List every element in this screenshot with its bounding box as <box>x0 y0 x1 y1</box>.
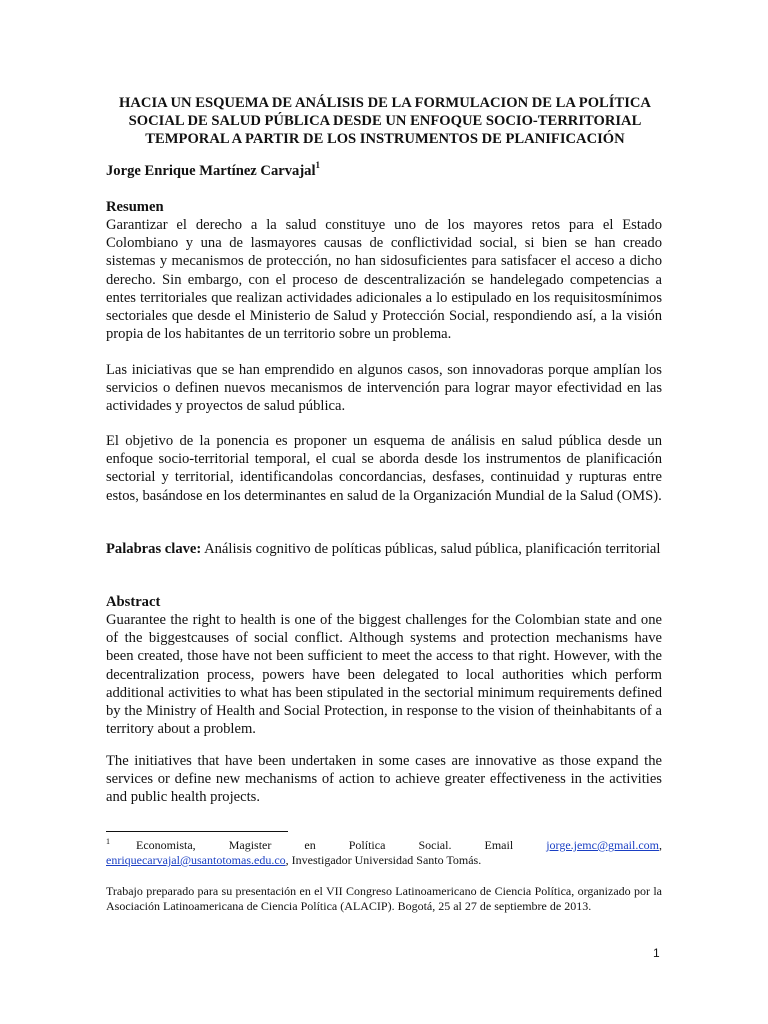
footnote-email-link-2[interactable]: enriquecarvajal@usantotomas.edu.co <box>106 853 286 867</box>
keywords-paragraph <box>106 540 662 558</box>
abstract-paragraph-1: Guarantee the right to health is one of the biggest challenges for the Colombian state and one of the biggestcauses of social conflict. Although systems and protection mechanisms have been created, those have not been sufficient to meet the access to that right. However, with the decentralization process, powers have been delegated to local authorities which perform additional activities to what has been stipulated in the sectorial minimum requirements defined by the Ministry of Health and Social Protection, in response to the vision of theinhabitants of a territory about a problem. <box>106 612 662 738</box>
footnote-mark: 1 <box>106 837 110 846</box>
keywords-text: Análisis cognitivo de políticas públicas, salud pública, planificación territorial <box>204 541 661 557</box>
paper-title: HACIA UN ESQUEMA DE ANÁLISIS DE LA FORMULACION DE LA POLÍTICA SOCIAL DE SALUD PÚBLICA DESDE UN ENFOQUE SOCIO-TERRITORIAL TEMPORAL A PARTIR DE LOS INSTRUMENTOS DE PLANIFICACIÓN <box>119 95 651 147</box>
abstract-heading: Abstract <box>106 594 161 610</box>
footnote-text: Economista, Magister en Política Social. Email <box>136 838 514 852</box>
author-name: Jorge Enrique Martínez Carvajal <box>106 163 316 179</box>
footnote-separator-comma: , <box>659 838 663 852</box>
footnote-email-link-1[interactable]: jorge.jemc@gmail.com <box>546 838 660 852</box>
keywords-label: Palabras clave: <box>106 541 202 557</box>
resumen-paragraph-2: Las iniciativas que se han emprendido en algunos casos, son innovadoras porque amplían los servicios o definen nuevos mecanismos de intervención para lograr mayor efectividad en las actividades y proyectos de salud pública. <box>106 362 662 415</box>
author-line <box>106 162 320 180</box>
footnote-1 <box>106 838 662 868</box>
author-footnote-mark: 1 <box>315 160 321 170</box>
resumen-paragraph-3: El objetivo de la ponencia es proponer un esquema de análisis en salud pública desde un enfoque socio-territorial temporal, el cual se aborda desde los instrumentos de planificación sectorial y territorial, identificandolas concordancias, desfases, continuidad y rupturas entre estos, basándose en los determinantes en salud de la Organización Mundial de la Salud (OMS). <box>106 433 662 504</box>
footnote-conference-note: Trabajo preparado para su presentación en el VII Congreso Latinoamericano de Ciencia Política, organizado por la Asociación Latinoamericana de Ciencia Política (ALACIP). Bogotá, 25 al 27 de septiembre de 2013. <box>106 884 662 913</box>
abstract-paragraph-2: The initiatives that have been undertaken in some cases are innovative as those expand the services or define new mechanisms of action to achieve greater effectiveness in the activities and public health projects. <box>106 753 662 806</box>
footnote-separator <box>106 831 288 832</box>
resumen-paragraph-1: Garantizar el derecho a la salud constituye uno de los mayores retos para el Estado Colombiano y una de lasmayores causas de conflictividad social, si bien se han creado sistemas y mecanismos de protección, no han sidosuficientes para satisfacer el acceso a dicho derecho. Sin embargo, con el proceso de descentralización se handelegado competencias a entes territoriales que realizan actividades adicionales a lo estipulado en los requisitosmínimos sectoriales que desde el Ministerio de Salud y Protección Social, respondiendo así, a la visión propia de los habitantes de un territorio sobre un problema. <box>106 217 662 343</box>
footnote-tail: , Investigador Universidad Santo Tomás. <box>285 853 482 867</box>
page-number: 1 <box>653 946 660 960</box>
resumen-heading: Resumen <box>106 199 164 215</box>
